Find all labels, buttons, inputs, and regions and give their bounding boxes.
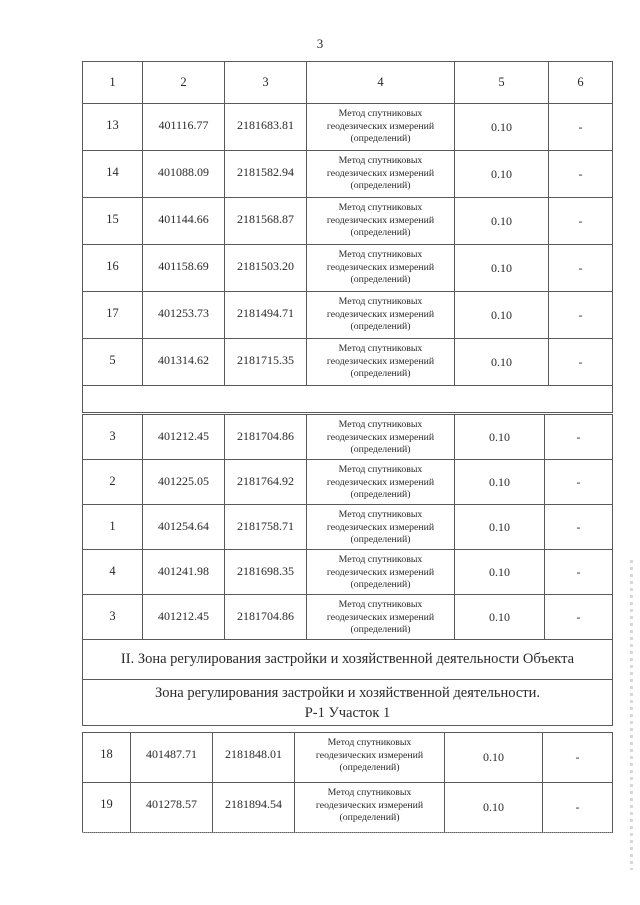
method-cell — [307, 151, 455, 198]
method-line: геодезических измерений — [326, 611, 435, 623]
x-coordinate: 401278.57 — [131, 783, 213, 833]
point-number: 4 — [83, 550, 143, 595]
method-cell — [307, 245, 455, 292]
coordinates-table-top — [82, 61, 613, 413]
method-cell — [307, 595, 455, 640]
method-line: (определений) — [350, 133, 411, 145]
x-coordinate: 401144.66 — [143, 198, 225, 245]
table-row — [83, 550, 613, 595]
table-row — [83, 104, 613, 151]
method-line: геодезических измерений — [326, 308, 435, 320]
header-col-1: 1 — [83, 62, 143, 104]
method-line: геодезических измерений — [326, 120, 435, 132]
subsection-title: Зона регулирования застройки и хозяйственной деятельности. — [154, 684, 541, 701]
method-cell — [307, 198, 455, 245]
header-col-2: 2 — [143, 62, 225, 104]
method-line: Метод спутниковых — [327, 737, 412, 748]
method-line: геодезических измерений — [315, 799, 424, 811]
accuracy-value: 0.10 — [455, 339, 549, 386]
accuracy-value: 0.10 — [455, 550, 545, 595]
x-coordinate: 401212.45 — [143, 415, 225, 460]
table-row — [83, 292, 613, 339]
table-row — [83, 595, 613, 640]
method-cell — [307, 415, 455, 460]
y-coordinate: 2181894.54 — [213, 783, 295, 833]
method-line: Метод спутниковых — [338, 343, 423, 354]
method-line: геодезических измерений — [326, 431, 435, 443]
dash-value: - — [549, 245, 613, 292]
x-coordinate: 401212.45 — [143, 595, 225, 640]
method-line: Метод спутниковых — [338, 108, 423, 119]
method-line: (определений) — [339, 762, 400, 774]
method-cell — [295, 733, 445, 783]
table-row — [83, 198, 613, 245]
accuracy-value: 0.10 — [445, 783, 543, 833]
method-line: (определений) — [350, 227, 411, 239]
accuracy-value: 0.10 — [455, 198, 549, 245]
table-row — [83, 415, 613, 460]
dash-value: - — [549, 339, 613, 386]
y-coordinate: 2181698.35 — [225, 550, 307, 595]
y-coordinate: 2181704.86 — [225, 595, 307, 640]
page-number: 3 — [316, 36, 324, 51]
x-coordinate: 401241.98 — [143, 550, 225, 595]
x-coordinate: 401254.64 — [143, 505, 225, 550]
accuracy-value: 0.10 — [455, 415, 545, 460]
point-number: 3 — [83, 415, 143, 460]
method-line: геодезических измерений — [326, 214, 435, 226]
point-number: 19 — [83, 783, 131, 833]
dash-value: - — [545, 460, 613, 505]
method-line: геодезических измерений — [315, 749, 424, 761]
method-line: Метод спутниковых — [338, 202, 423, 213]
y-coordinate: 2181683.81 — [225, 104, 307, 151]
table-header-row — [83, 62, 613, 104]
x-coordinate: 401116.77 — [143, 104, 225, 151]
x-coordinate: 401225.05 — [143, 460, 225, 505]
method-line: (определений) — [350, 624, 411, 636]
blank-separator-row — [83, 386, 613, 413]
method-cell — [307, 550, 455, 595]
accuracy-value: 0.10 — [455, 104, 549, 151]
accuracy-value: 0.10 — [455, 595, 545, 640]
method-line: (определений) — [350, 321, 411, 333]
header-col-6: 6 — [549, 62, 613, 104]
method-line: геодезических измерений — [326, 355, 435, 367]
x-coordinate: 401314.62 — [143, 339, 225, 386]
table-row — [83, 505, 613, 550]
header-col-3: 3 — [225, 62, 307, 104]
y-coordinate: 2181494.71 — [225, 292, 307, 339]
accuracy-value: 0.10 — [455, 245, 549, 292]
dash-value: - — [543, 783, 613, 833]
method-line: (определений) — [350, 489, 411, 501]
point-number: 5 — [83, 339, 143, 386]
y-coordinate: 2181764.92 — [225, 460, 307, 505]
dash-value: - — [549, 198, 613, 245]
y-coordinate: 2181758.71 — [225, 505, 307, 550]
table-row — [83, 339, 613, 386]
dash-value: - — [545, 595, 613, 640]
table-row — [83, 460, 613, 505]
scan-edge-mark — [630, 560, 633, 870]
method-line: (определений) — [350, 274, 411, 286]
method-line: Метод спутниковых — [338, 464, 423, 475]
point-number: 16 — [83, 245, 143, 292]
dash-value: - — [549, 151, 613, 198]
point-number: 2 — [83, 460, 143, 505]
method-line: (определений) — [350, 444, 411, 456]
method-line: геодезических измерений — [326, 521, 435, 533]
method-cell — [307, 505, 455, 550]
point-number: 18 — [83, 733, 131, 783]
header-col-5: 5 — [455, 62, 549, 104]
point-number: 3 — [83, 595, 143, 640]
subsection-row — [83, 680, 613, 726]
method-cell — [307, 339, 455, 386]
accuracy-value: 0.10 — [445, 733, 543, 783]
y-coordinate: 2181715.35 — [225, 339, 307, 386]
method-line: Метод спутниковых — [338, 554, 423, 565]
y-coordinate: 2181568.87 — [225, 198, 307, 245]
dash-value: - — [549, 104, 613, 151]
coordinates-table-middle — [82, 414, 613, 726]
dash-value: - — [545, 550, 613, 595]
point-number: 14 — [83, 151, 143, 198]
method-line: геодезических измерений — [326, 167, 435, 179]
dash-value: - — [545, 415, 613, 460]
dash-value: - — [545, 505, 613, 550]
method-line: Метод спутниковых — [338, 419, 423, 430]
accuracy-value: 0.10 — [455, 151, 549, 198]
method-line: (определений) — [350, 534, 411, 546]
x-coordinate: 401253.73 — [143, 292, 225, 339]
method-cell — [307, 460, 455, 505]
method-line: Метод спутниковых — [338, 155, 423, 166]
accuracy-value: 0.10 — [455, 460, 545, 505]
method-line: (определений) — [350, 180, 411, 192]
y-coordinate: 2181704.86 — [225, 415, 307, 460]
bottom-rule — [82, 832, 612, 833]
subsection-parcel: Р-1 Участок 1 — [304, 704, 391, 721]
x-coordinate: 401158.69 — [143, 245, 225, 292]
method-line: Метод спутниковых — [338, 509, 423, 520]
method-line: (определений) — [350, 579, 411, 591]
point-number: 15 — [83, 198, 143, 245]
table-row — [83, 733, 613, 783]
x-coordinate: 401088.09 — [143, 151, 225, 198]
method-line: Метод спутниковых — [327, 787, 412, 798]
method-line: (определений) — [350, 368, 411, 380]
point-number: 13 — [83, 104, 143, 151]
method-line: Метод спутниковых — [338, 249, 423, 260]
x-coordinate: 401487.71 — [131, 733, 213, 783]
method-line: Метод спутниковых — [338, 296, 423, 307]
header-col-4: 4 — [307, 62, 455, 104]
table-row — [83, 245, 613, 292]
accuracy-value: 0.10 — [455, 292, 549, 339]
y-coordinate: 2181848.01 — [213, 733, 295, 783]
section-2-row — [83, 640, 613, 680]
dash-value: - — [543, 733, 613, 783]
y-coordinate: 2181503.20 — [225, 245, 307, 292]
y-coordinate: 2181582.94 — [225, 151, 307, 198]
section-2-title: II. Зона регулирования застройки и хозяйственной деятельности Объекта — [83, 640, 613, 680]
table-row — [83, 151, 613, 198]
point-number: 1 — [83, 505, 143, 550]
dash-value: - — [549, 292, 613, 339]
method-cell — [295, 783, 445, 833]
method-line: (определений) — [339, 812, 400, 824]
method-line: геодезических измерений — [326, 476, 435, 488]
table-row — [83, 783, 613, 833]
method-cell — [307, 104, 455, 151]
coordinates-table-bottom — [82, 732, 613, 833]
method-cell — [307, 292, 455, 339]
method-line: геодезических измерений — [326, 566, 435, 578]
method-line: геодезических измерений — [326, 261, 435, 273]
point-number: 17 — [83, 292, 143, 339]
method-line: Метод спутниковых — [338, 599, 423, 610]
accuracy-value: 0.10 — [455, 505, 545, 550]
